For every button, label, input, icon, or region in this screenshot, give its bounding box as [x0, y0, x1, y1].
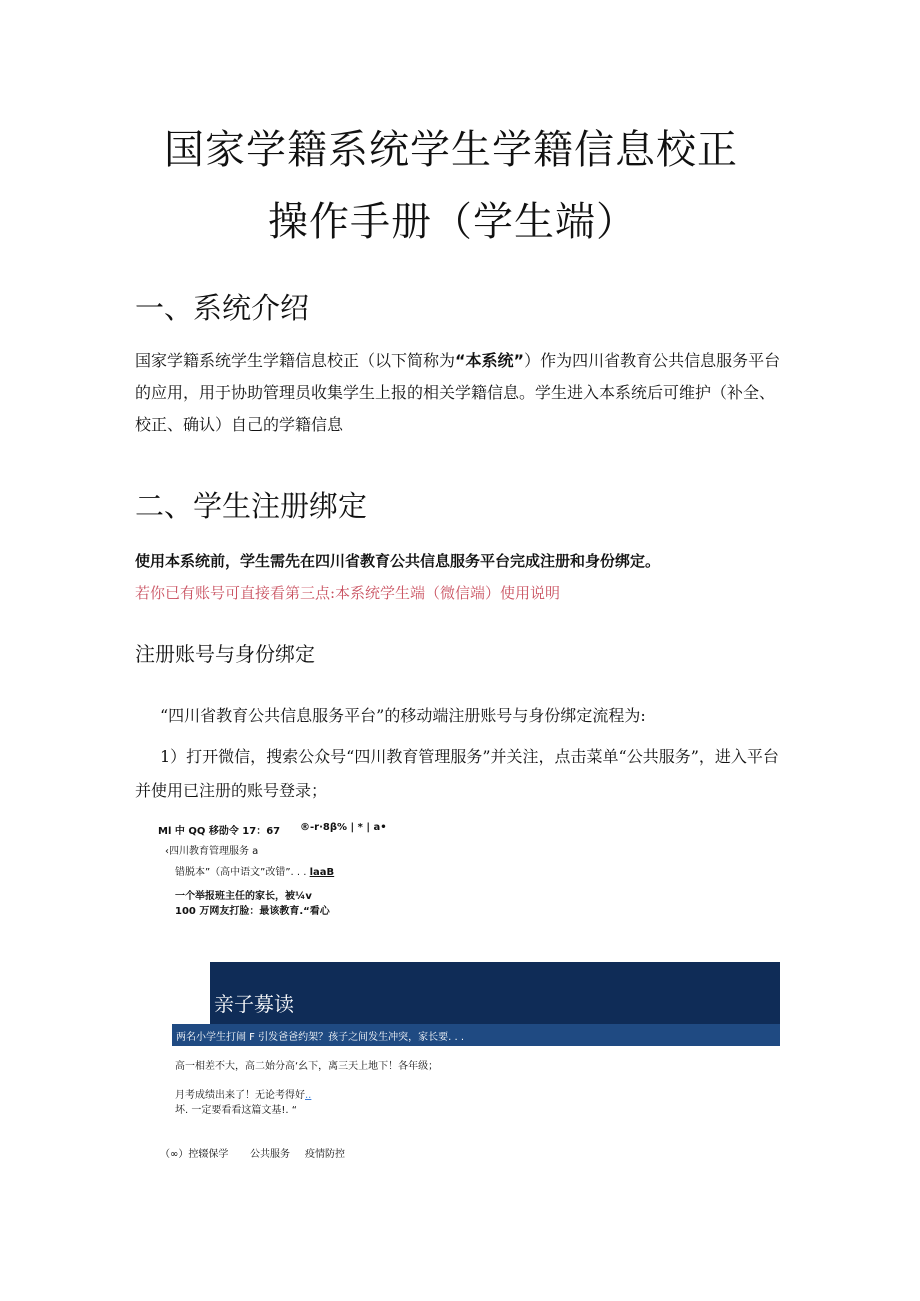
article-item-4-line1[interactable] — [175, 1086, 311, 1101]
doc-title-line2: 操作手册（学生端） — [268, 199, 637, 245]
banner-caption: 两名小学生打闹 F 引发爸爸约架？孩子之间发生冲突，家长要. . . — [176, 1032, 465, 1043]
article-item-4-line2[interactable]: 坏. 一定要看看这篇文基!. “ — [175, 1105, 297, 1116]
section1-para-suffix: ）作为四川省教育公共信息服务平台的应用，用于协助管理员收集学生上报的相关学籍信息。学生进入本系统后可维护（补全、校正、确认）自己的学籍信息 — [135, 351, 781, 434]
doc-title-line1: 国家学籍系统学生学籍信息校正 — [164, 127, 738, 173]
section1-para-prefix: 国家学籍系统学生学籍信息校正（以下简称为 — [135, 351, 456, 370]
section2-subheading: 注册账号与身份绑定 — [135, 642, 315, 666]
section1-paragraph — [135, 345, 783, 441]
article-item-2-line2[interactable]: 100 万网友打脸：最该教育.“看心 — [175, 906, 330, 917]
article-item-2-line1[interactable]: 一个举报班主任的家长，被¼v — [175, 891, 312, 902]
section2-intro: “四川省教育公共信息服务平台”的移动端注册账号与身份绑定流程为: — [160, 706, 646, 725]
section2-bold-line: 使用本系统前，学生需先在四川省教育公共信息服务平台完成注册和身份绑定。 — [135, 552, 661, 570]
banner-image[interactable] — [210, 962, 780, 1024]
menu-item-epidemic-control[interactable]: 疫情防控 — [305, 1149, 345, 1160]
banner-title: 亲子募读 — [214, 992, 294, 1016]
section1-heading: 一、系统介绍 — [135, 291, 310, 325]
article1-link[interactable]: laaB — [309, 867, 335, 878]
menu-item-public-service[interactable]: 公共服务 — [250, 1149, 290, 1160]
account-name[interactable]: ‹四川教育管理服务 a — [165, 846, 259, 857]
section2-note: 若你已有账号可直接看第三点:本系统学生端（微信端）使用说明 — [135, 584, 561, 602]
section2-heading: 二、学生注册绑定 — [135, 489, 368, 523]
section1-para-bold: “本系统” — [455, 351, 525, 370]
article-item-3[interactable]: 高一相差不大，高二始分高‘幺下，离三天上地下！各年级； — [175, 1061, 439, 1072]
banner-caption-strip[interactable] — [172, 1024, 780, 1046]
section2-step1 — [135, 740, 783, 808]
article4-link[interactable]: .. — [305, 1090, 312, 1101]
article1-text: 错脱本”（高中语文”改错”. . . — [175, 867, 307, 878]
status-bar-right: ®-r·8β% | * | a• — [300, 822, 387, 833]
section2-step1-text: 1）打开微信，搜索公众号“四川教育管理服务”并关注，点击菜单“公共服务”，进入平台并使用已注册的账号登录； — [135, 747, 779, 800]
article4-text: 月考成绩出来了！无论考得好 — [175, 1090, 305, 1101]
menu-item-dropout-control[interactable]: （∞）控辍保学 — [160, 1149, 229, 1160]
status-bar-left: Ml 中 QQ 移劭令 17：67 — [158, 826, 281, 837]
article-item-1[interactable] — [175, 863, 334, 878]
